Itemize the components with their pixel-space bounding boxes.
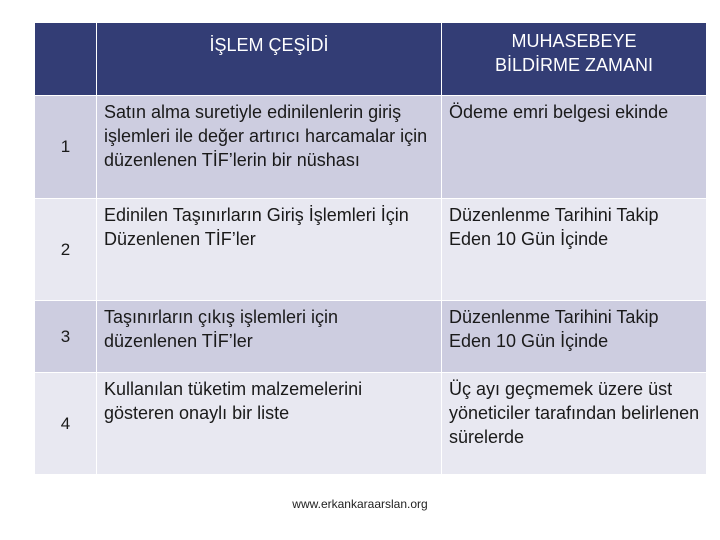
operation-type-cell: Satın alma suretiyle edinilenlerin giriş işlemleri ile değer artırıcı harcamalar için düzenlenen TİF’lerin bir nüshası (97, 96, 442, 199)
table-row (35, 373, 707, 475)
operation-type-cell: Edinilen Taşınırların Giriş İşlemleri İçin Düzenlenen TİF’ler (97, 199, 442, 301)
reporting-time-cell: Düzenlenme Tarihini Takip Eden 10 Gün İçinde (442, 301, 707, 373)
reporting-time-cell: Üç ayı geçmemek üzere üst yöneticiler tarafından belirlenen sürelerde (442, 373, 707, 475)
header-reporting-time-line2: BİLDİRME ZAMANI (494, 55, 654, 75)
table-row (35, 301, 707, 373)
header-reporting-time (442, 23, 707, 96)
row-number: 2 (35, 199, 97, 301)
table-row (35, 199, 707, 301)
website-url: www.erkankaraarslan.org (292, 497, 428, 511)
table-row (35, 96, 707, 199)
reporting-time-cell: Ödeme emri belgesi ekinde (442, 96, 707, 199)
row-number: 4 (35, 373, 97, 475)
table-header-row (35, 23, 707, 96)
header-reporting-time-line1: MUHASEBEYE (511, 31, 637, 51)
header-operation-type: İŞLEM ÇEŞİDİ (97, 23, 442, 96)
operation-type-cell: Kullanılan tüketim malzemelerini gösteren onaylı bir liste (97, 373, 442, 475)
operation-type-cell: Taşınırların çıkış işlemleri için düzenlenen TİF’ler (97, 301, 442, 373)
reporting-time-cell: Düzenlenme Tarihini Takip Eden 10 Gün İçinde (442, 199, 707, 301)
row-number: 3 (35, 301, 97, 373)
header-number (35, 23, 97, 96)
row-number: 1 (35, 96, 97, 199)
footer-website (0, 497, 720, 511)
reporting-table (34, 22, 707, 475)
